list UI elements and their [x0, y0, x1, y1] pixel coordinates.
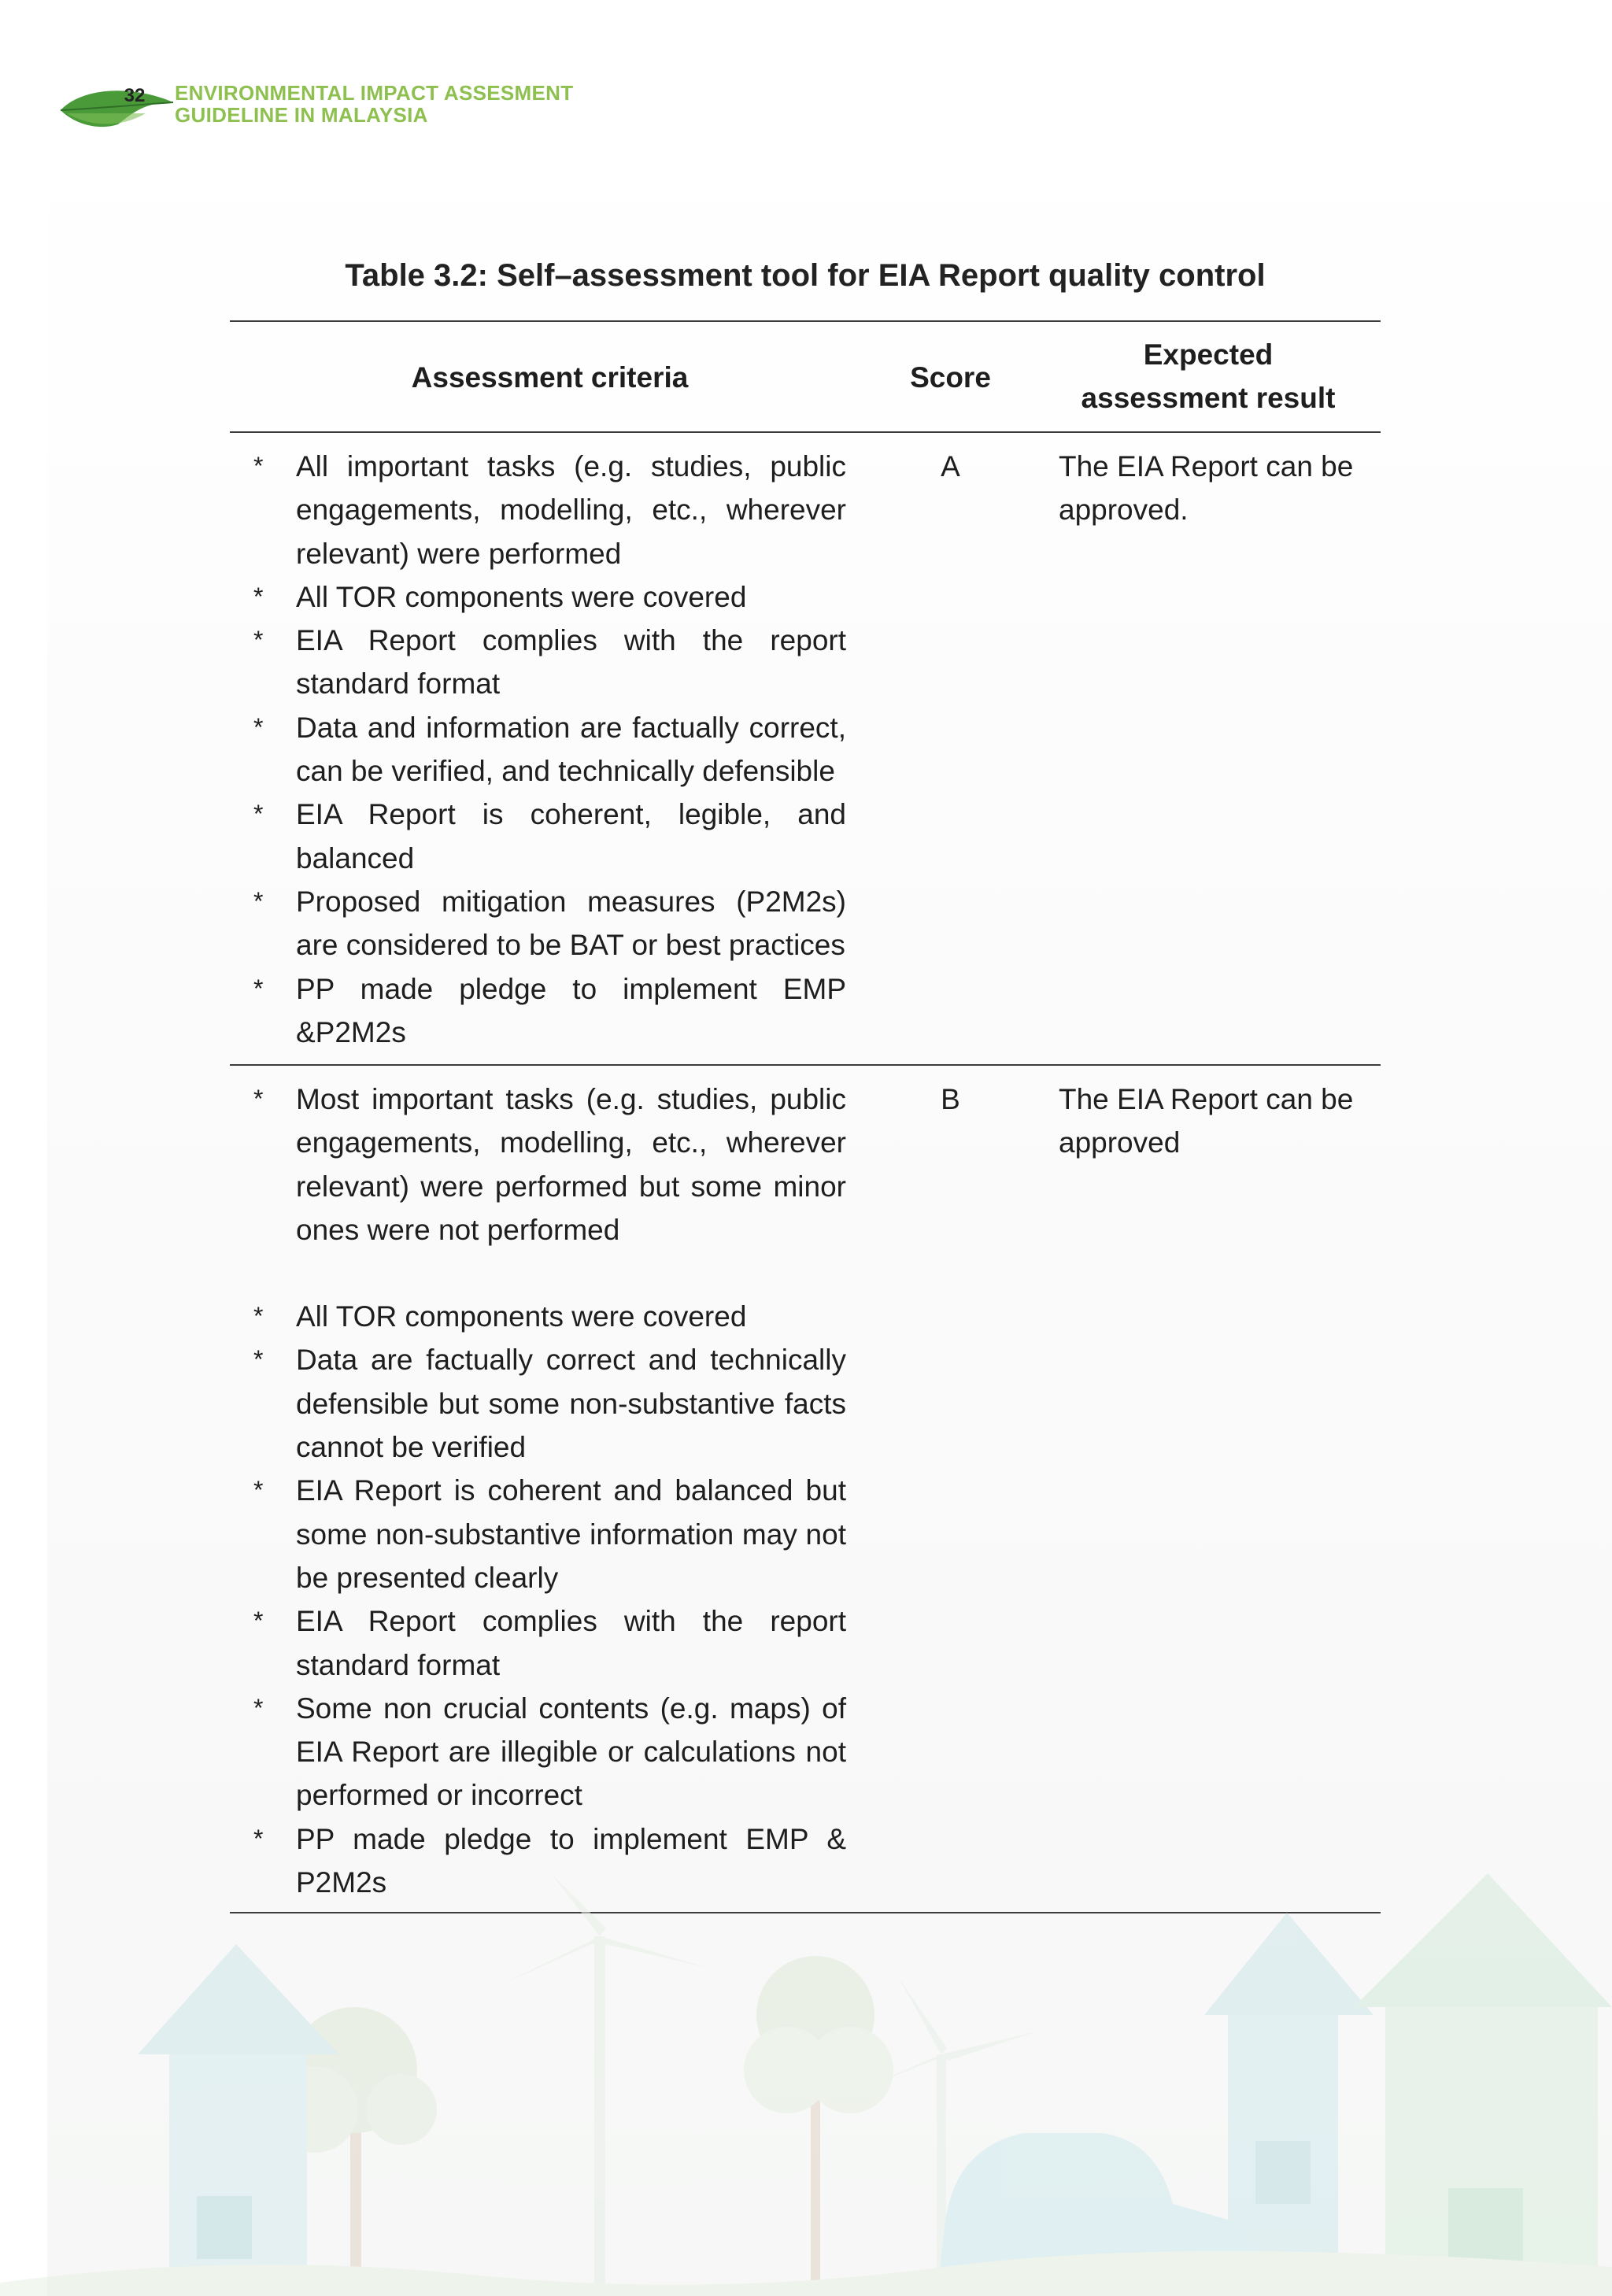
criteria-item: * Data and information are factually correct, can be verified, and technically defensible: [253, 706, 846, 793]
criteria-item: * EIA Report is coherent, legible, and balanced: [253, 793, 846, 880]
footer-illustration: [0, 1873, 1612, 2296]
criteria-item: * All important tasks (e.g. studies, public engagements, modelling, etc., wherever relevant) were performed: [253, 445, 846, 575]
criteria-list-a: [253, 445, 846, 1054]
score-b: B: [941, 1083, 960, 1115]
bullet-marker: *: [253, 712, 264, 741]
criteria-item: * PP made pledge to implement EMP & P2M2s: [253, 1817, 846, 1905]
criteria-item: * All TOR components were covered: [253, 1295, 846, 1338]
criteria-item: * EIA Report complies with the report standard format: [253, 619, 846, 706]
column-header-result-line2: assessment result: [1081, 382, 1336, 414]
criteria-item: * EIA Report complies with the report standard format: [253, 1599, 846, 1687]
row-divider: [230, 1064, 1381, 1066]
criteria-item: * Proposed mitigation measures (P2M2s) are considered to be BAT or best practices: [253, 880, 846, 967]
bullet-marker: *: [253, 1345, 264, 1374]
document-title-line1: ENVIRONMENTAL IMPACT ASSESMENT: [175, 81, 574, 105]
bullet-marker: *: [253, 626, 264, 655]
criteria-item: * EIA Report is coherent and balanced but some non-substantive information may not be presented clearly: [253, 1469, 846, 1599]
page-number: 32: [124, 85, 146, 106]
house-icon: [1354, 1873, 1612, 2296]
bullet-marker: *: [253, 1476, 264, 1505]
score-a: A: [941, 450, 960, 482]
criteria-item: * PP made pledge to implement EMP &P2M2s: [253, 967, 846, 1055]
bullet-marker: *: [253, 582, 264, 611]
column-header-result-line1: Expected: [1143, 338, 1274, 371]
bullet-marker: *: [253, 1302, 264, 1331]
document-title: [175, 82, 573, 126]
document-title-line2: GUIDELINE IN MALAYSIA: [175, 103, 428, 127]
criteria-item: * Data are factually correct and technically defensible but some non-substantive facts cannot be verified: [253, 1338, 846, 1469]
criteria-item: * All TOR components were covered: [253, 575, 846, 619]
bullet-marker: *: [253, 1606, 264, 1636]
criteria-item: * Some non crucial contents (e.g. maps) of EIA Report are illegible or calculations not performed or incorrect: [253, 1687, 846, 1817]
wind-turbine-icon: [504, 1873, 708, 2296]
bullet-marker: *: [253, 1085, 264, 1113]
column-header-criteria: Assessment criteria: [411, 361, 689, 394]
column-header-score: Score: [910, 361, 991, 394]
table-title: Table 3.2: Self–assessment tool for EIA Report quality control: [345, 258, 1266, 293]
criteria-list-b: [253, 1078, 846, 1904]
tree-icon: [744, 1956, 893, 2296]
list-spacer: [253, 1252, 846, 1295]
bullet-marker: *: [253, 974, 264, 1003]
table-top-rule: [230, 320, 1381, 322]
bullet-marker: *: [253, 452, 264, 480]
column-header-result: [1059, 333, 1358, 420]
bullet-marker: *: [253, 1693, 264, 1722]
criteria-item: * Most important tasks (e.g. studies, public engagements, modelling, etc., wherever relevant) were performed but some minor ones were not performed: [253, 1078, 846, 1252]
bullet-marker: *: [253, 800, 264, 829]
bullet-marker: *: [253, 886, 264, 915]
result-a: The EIA Report can be approved.: [1059, 450, 1354, 527]
bullet-marker: *: [253, 1824, 264, 1853]
header-bottom-rule: [230, 431, 1381, 433]
result-b: The EIA Report can be approved: [1059, 1083, 1354, 1159]
page-header: [59, 79, 626, 142]
